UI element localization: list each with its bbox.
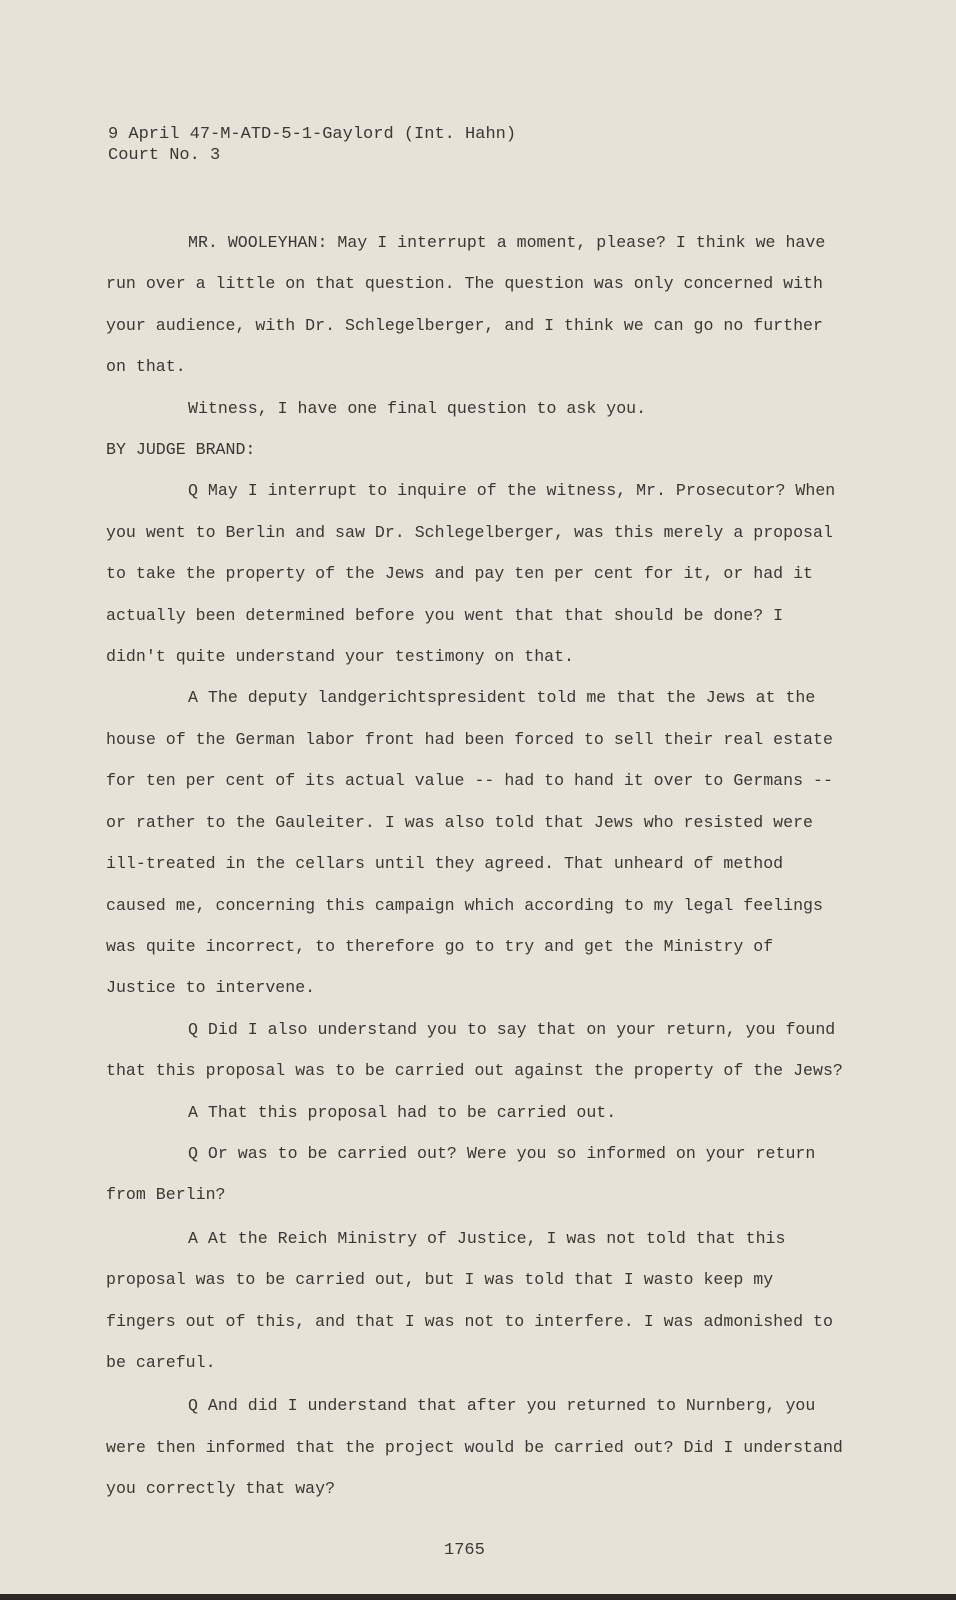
paragraph-question-1: Q May I interrupt to inquire of the witness, Mr. Prosecutor? When you went to Berlin and saw Dr. Schlegelberger, was this merely a proposal to take the property of the Jews and pay ten per cent for it, or had it actually been determined before you went that that should be done? I didn't quite understand your testimony on that. xyxy=(106,481,836,667)
paragraph-question-2: Q Did I also understand you to say that on your return, you found that this proposal was to be carried out against the property of the Jews? xyxy=(106,1019,843,1081)
header-line-date-case: 9 April 47-M-ATD-5-1-Gaylord (Int. Hahn) xyxy=(108,125,517,144)
paragraph-by-judge-brand: BY JUDGE BRAND: xyxy=(106,440,256,460)
paragraph-question-3: Q Or was to be carried out? Were you so informed on your return from Berlin? xyxy=(106,1143,816,1205)
scan-bottom-edge xyxy=(0,1594,956,1600)
paragraph-final-question: Witness, I have one final question to ask you. xyxy=(188,398,647,418)
transcript-body xyxy=(106,222,846,1510)
page-number: 1765 xyxy=(444,1541,485,1560)
paragraph-answer-1: A The deputy landgerichtspresident told me that the Jews at the house of the German labor front had been forced to sell their real estate for ten per cent of its actual value -- had to hand it over to Germans -- or rather to the Gauleiter. I was also told that Jews who resisted were ill-treated in the cellars until they agreed. That unheard of method caused me, concerning this campaign which according to my legal feelings was quite incorrect, to therefore go to try and get the Ministry of Justice to intervene. xyxy=(106,688,833,998)
header-line-court: Court No. 3 xyxy=(108,146,221,165)
paragraph-question-4: Q And did I understand that after you returned to Nurnberg, you were then informed that the project would be carried out? Did I understand you correctly that way? xyxy=(106,1396,843,1499)
paragraph-answer-3: A At the Reich Ministry of Justice, I was not told that this proposal was to be carried out, but I was told that I wasto keep my fingers out of this, and that I was not to interfere. I was admonished to be careful. xyxy=(106,1228,833,1372)
paragraph-wooleyhan-interruption: MR. WOOLEYHAN: May I interrupt a moment, please? I think we have run over a little on that question. The question was only concerned with your audience, with Dr. Schlegelberger, and I think we can go no further on that. xyxy=(106,233,826,377)
paragraph-answer-2: A That this proposal had to be carried out. xyxy=(188,1102,617,1122)
document-header xyxy=(108,124,516,166)
